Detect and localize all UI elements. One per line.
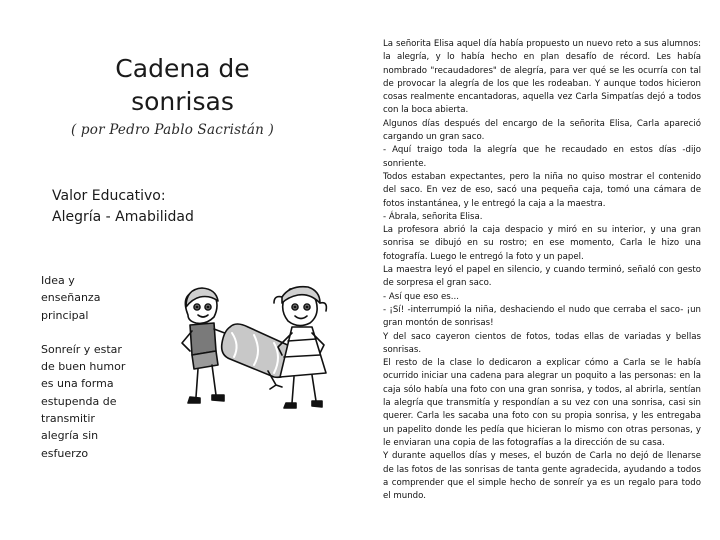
story-paragraph: Todos estaban expectantes, pero la niña no quiso mostrar el contenido del saco. En vez de eso, sacó una pequeña caja, tomó una cámara de fotos instantánea, y le entregó la caja a la maestra. — [383, 171, 701, 209]
value-heading: Valor Educativo: — [52, 188, 166, 204]
idea-text: Sonreír y estar de buen humor es una forma estupenda de transmitir alegría sin esfuerzo — [41, 342, 126, 460]
story-paragraph: - Aquí traigo toda la alegría que he recaudado en estos días -dijo sonriente. — [383, 145, 701, 169]
story-paragraph: - Ábrala, señorita Elisa. — [383, 211, 483, 222]
story-paragraph: La maestra leyó el papel en silencio, y cuando terminó, señaló con gesto de sorpresa el gran saco. — [383, 265, 701, 289]
title-line-1: Cadena de — [115, 54, 250, 83]
story-paragraph: Algunos días después del encargo de la señorita Elisa, Carla apareció cargando un gran saco. — [383, 118, 701, 143]
story-text — [383, 38, 701, 503]
educational-value — [52, 186, 252, 228]
story-paragraph: Y durante aquellos días y meses, el buzón de Carla no dejó de llenarse de las fotos de las sonrisas de tanta gente agradecida, ayudando a todos a comprender que el simple hecho de sonreír ya es un regalo para todo el mundo. — [383, 451, 701, 502]
story-paragraph: - Así que eso es... — [383, 291, 459, 302]
title-line-2: sonrisas — [131, 87, 234, 116]
children-illustration — [170, 285, 330, 415]
idea-heading: Idea y enseñanza principal — [41, 274, 101, 322]
author-credit: ( por Pedro Pablo Sacristán ) — [70, 122, 275, 138]
value-text: Alegría - Amabilidad — [52, 209, 194, 225]
story-paragraph: La profesora abrió la caja despacio y miró en su interior, y una gran sonrisa se dibujó en su rostro; en ese momento, Carla le hizo una fotografía. Luego le entregó la foto y un papel. — [383, 225, 701, 262]
story-paragraph: El resto de la clase lo dedicaron a explicar cómo a Carla se le había ocurrido iniciar una cadena para alegrar un poquito a las personas: en la caja sólo había una foto con una gran sonrisa, y todos, al abrirla, sentían la alegría que transmitía y respondían a su vez con una sonrisa, casi sin querer. Carla les sacaba una foto con su propia sonrisa, y les entregaba un papelito donde les pedía que hicieran lo mismo con otras personas, y le enviaran una copia de las fotografías a la dirección de su casa. — [383, 358, 701, 448]
story-paragraph: La señorita Elisa aquel día había propuesto un nuevo reto a sus alumnos: la alegría, y lo había hecho en plan desafío de récord. Les había nombrado "recaudadores" de alegría, para ver qué se les ocurría con tal de provocar la alegría de los que les rodeaban. Y aunque todos hicieron cosas realmente encantadoras, aquella vez Carla Simpatías dejó a todos con la boca abierta. — [383, 39, 701, 116]
story-paragraph: Y del saco cayeron cientos de fotos, todas ellas de variadas y bellas sonrisas. — [383, 331, 701, 355]
story-title — [60, 52, 305, 118]
main-idea — [41, 272, 133, 462]
story-paragraph: - ¡Sí! -interrumpió la niña, deshaciendo el nudo que cerraba el saco- ¡un gran montón de sonrisas! — [383, 304, 701, 329]
